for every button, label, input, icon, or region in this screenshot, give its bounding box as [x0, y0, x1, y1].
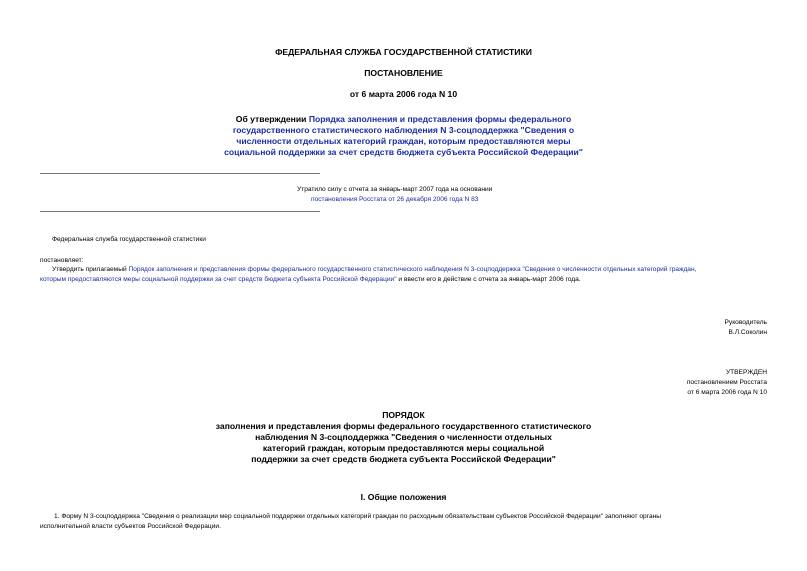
document-subject [0, 114, 807, 158]
repeal-note [297, 185, 492, 205]
section-paragraph-1-line-b: исполнительной власти субъектов Российской Федерации. [40, 523, 221, 530]
document-type: ПОСТАНОВЛЕНИЕ [364, 68, 443, 78]
approval-by: постановлением Росстата [686, 379, 767, 386]
approval-date: от 6 марта 2006 года N 10 [687, 389, 767, 396]
procedure-line-4: поддержки за счет средств бюджета субъекта Российской Федерации" [251, 454, 556, 464]
approval-block [687, 368, 767, 398]
approve-prefix: Утвердить прилагаемый [52, 266, 129, 273]
approve-link-a[interactable]: Порядок заполнения и представления формы федерального государственного статистического наблюдения N 3-соцподдержка "Сведения о численности отдельных категорий граждан, [128, 266, 697, 273]
issuer-text: Федеральная служба государственной статистики [52, 236, 206, 243]
divider-top [40, 173, 320, 174]
subject-prefix: Об утверждении [235, 114, 309, 124]
procedure-line-2: наблюдения N 3-соцподдержка "Сведения о численности отдельных [255, 432, 552, 442]
agency-title: ФЕДЕРАЛЬНАЯ СЛУЖБА ГОСУДАРСТВЕННОЙ СТАТИСТИКИ [275, 47, 532, 57]
document-date: от 6 марта 2006 года N 10 [349, 89, 458, 99]
section-paragraph-1-line-a: 1. Форму N 3-соцподдержка "Сведения о реализации мер социальной поддержки отдельных категорий граждан по расходным обязательствам субъектов Российской Федерации" заполняют органы [54, 513, 661, 520]
repeal-note-link[interactable]: постановления Росстата от 26 декабря 2006 года N 83 [311, 196, 479, 203]
section-heading: I. Общие положения [360, 492, 447, 502]
divider-bottom [40, 211, 320, 212]
procedure-title-block [0, 410, 807, 465]
subject-link-line-2[interactable]: государственного статистического наблюдения N 3-соцподдержка "Сведения о [232, 125, 575, 135]
procedure-line-1: заполнения и представления формы федерального государственного статистического [215, 421, 592, 431]
approve-link-b[interactable]: которым предоставляются меры социальной поддержки за счет средств бюджета субъекта Российской Федерации" [40, 276, 397, 283]
resolves-text: постановляет: [40, 257, 84, 264]
subject-link-line-4[interactable]: социальной поддержки за счет средств бюджета субъекта Российской Федерации" [224, 147, 583, 157]
signature-name: В.Л.Соколин [728, 329, 767, 336]
approve-suffix: и ввести его в действие с отчета за январь-март 2006 года. [396, 276, 581, 283]
signature-block [725, 318, 767, 338]
procedure-line-3: категорий граждан, которым предоставляются меры социальной [262, 443, 545, 453]
approve-paragraph [40, 265, 770, 285]
subject-link-line-1[interactable]: Порядка заполнения и представления формы федерального [308, 114, 572, 124]
repeal-note-text: Утратило силу с отчета за январь-март 2007 года на основании [297, 186, 493, 193]
signature-role: Руководитель [724, 319, 767, 326]
subject-link-line-3[interactable]: численности отдельных категорий граждан, которым предоставляются меры [236, 136, 571, 146]
approval-approved: УТВЕРЖДЕН [725, 369, 767, 376]
procedure-title: ПОРЯДОК [382, 410, 425, 420]
section-paragraph-1 [40, 512, 768, 532]
